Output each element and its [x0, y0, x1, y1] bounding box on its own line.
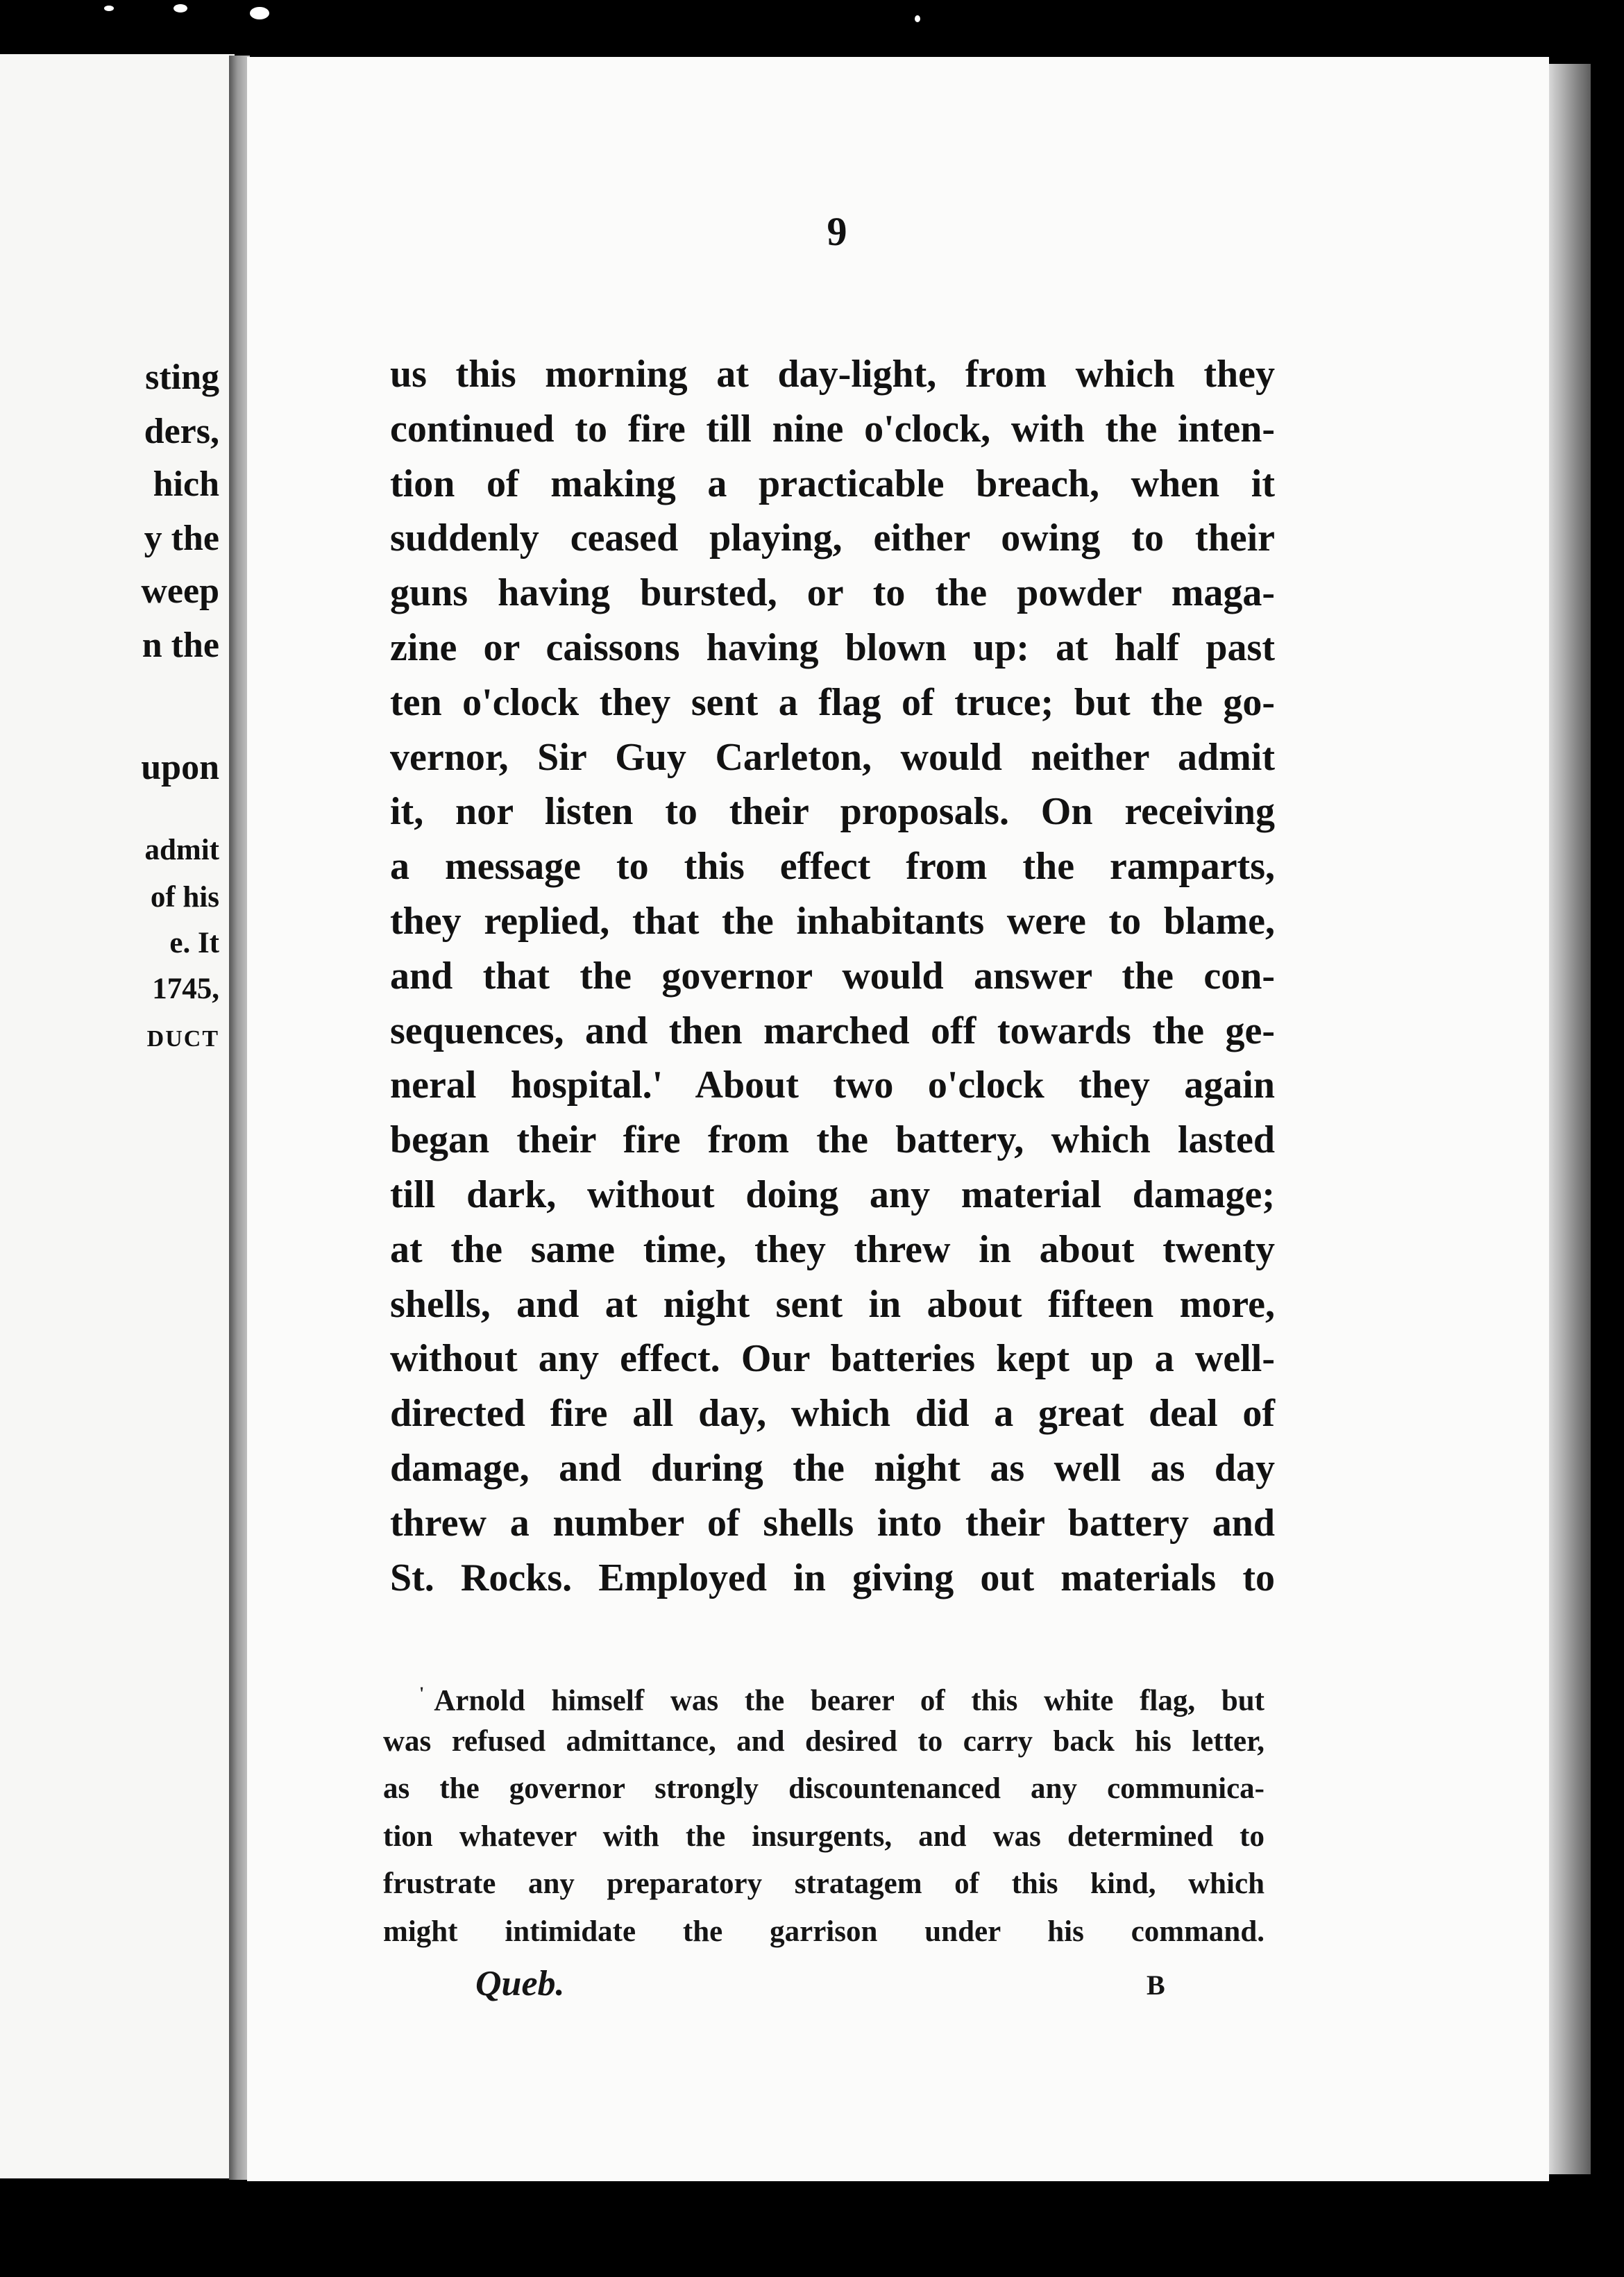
body-text	[390, 347, 1275, 1605]
footnote	[383, 1670, 1264, 1956]
footnote-line: was refused admittance, and desired to carry back his letter,	[383, 1724, 1264, 1758]
left-fragment: admit	[144, 834, 219, 866]
text-line: St. Rocks. Employed in giving out materials to	[390, 1556, 1275, 1599]
left-fragment: hich	[153, 464, 219, 504]
text-line: neral hospital.' About two o'clock they again	[390, 1064, 1275, 1107]
footnote-line: tion whatever with the insurgents, and was determined to	[383, 1820, 1264, 1853]
scan-speck	[174, 4, 187, 12]
text-line: it, nor listen to their proposals. On receiving	[390, 790, 1275, 834]
footnote-line: frustrate any preparatory stratagem of this kind, which	[383, 1867, 1264, 1901]
footnote-line: might intimidate the garrison under his command.	[383, 1915, 1264, 1948]
text-line: they replied, that the inhabitants were to blame,	[390, 899, 1275, 943]
text-line: damage, and during the night as well as day	[390, 1446, 1275, 1490]
text-line: us this morning at day-light, from which they	[390, 353, 1275, 396]
text-line: vernor, Sir Guy Carleton, would neither admit	[390, 735, 1275, 779]
text-line: sequences, and then marched off towards the ge-	[390, 1009, 1275, 1052]
text-line: till dark, without doing any material damage;	[390, 1173, 1275, 1216]
text-line: ten o'clock they sent a flag of truce; but the go-	[390, 680, 1275, 724]
page-edge-shadow	[1549, 64, 1591, 2174]
signature-mark: Queb.	[475, 1964, 565, 2003]
text-line: without any effect. Our batteries kept up a well-	[390, 1337, 1275, 1381]
left-fragment: DUCT	[146, 1026, 219, 1052]
text-line: a message to this effect from the ramparts,	[390, 845, 1275, 889]
text-line: tion of making a practicable breach, when it	[390, 462, 1275, 505]
previous-page-edge	[0, 54, 235, 2178]
signature-letter: B	[1147, 1969, 1165, 2001]
scan-speck	[915, 15, 920, 22]
text-line: shells, and at night sent in about fifteen more,	[390, 1282, 1275, 1326]
text-line: threw a number of shells into their battery and	[390, 1501, 1275, 1545]
left-fragment: weep	[141, 571, 219, 611]
left-fragment: upon	[141, 748, 219, 787]
left-fragment: of his	[150, 881, 219, 914]
left-fragment: y the	[144, 519, 219, 558]
left-fragment: ders,	[144, 412, 219, 451]
text-line: zine or caissons having blown up: at half past	[390, 625, 1275, 669]
text-line: began their fire from the battery, which lasted	[390, 1118, 1275, 1162]
text-line: guns having bursted, or to the powder maga-	[390, 571, 1275, 615]
left-fragment: 1745,	[152, 973, 219, 1005]
text-line: suddenly ceased playing, either owing to their	[390, 516, 1275, 560]
left-fragment: sting	[145, 358, 219, 397]
text-line: directed fire all day, which did a great deal of	[390, 1392, 1275, 1436]
left-fragment: e. It	[169, 927, 219, 959]
footnote-mark: '	[419, 1683, 425, 1704]
text-line: continued to fire till nine o'clock, with the inten-	[390, 407, 1275, 451]
scan-speck	[250, 7, 269, 19]
scan-speck	[104, 6, 114, 11]
text-line: at the same time, they threw in about twenty	[390, 1227, 1275, 1271]
footnote-text: Arnold himself was the bearer of this white flag, but	[434, 1684, 1264, 1717]
text-line: and that the governor would answer the con-	[390, 954, 1275, 998]
footnote-line: as the governor strongly discountenanced any communica-	[383, 1772, 1264, 1806]
footnote-line	[383, 1670, 1264, 1718]
page-number: 9	[827, 209, 847, 254]
left-fragment: n the	[142, 625, 219, 665]
